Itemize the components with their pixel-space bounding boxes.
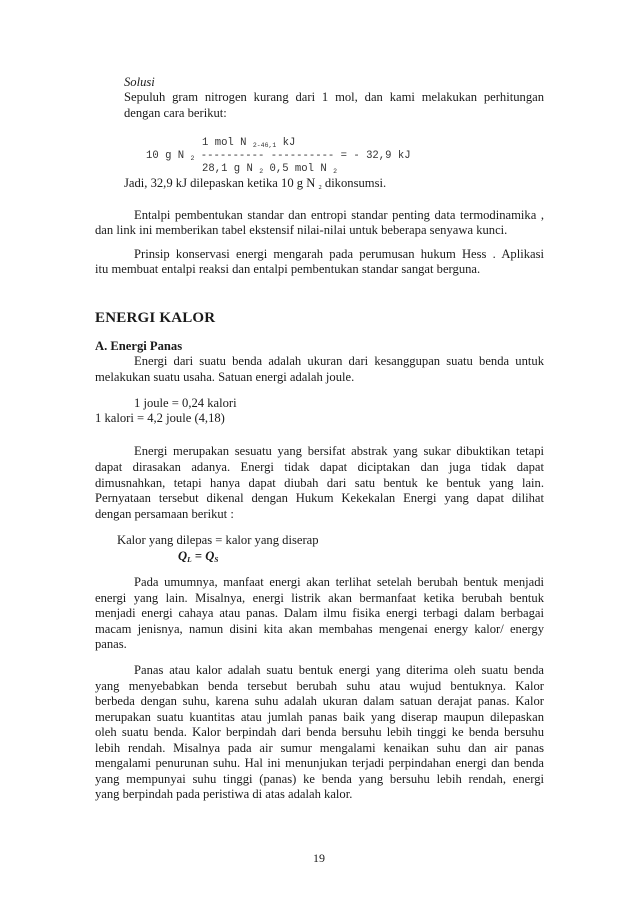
calc-numerator: 1 mol N <box>202 137 247 149</box>
equation-text: Kalor yang dilepas = kalor yang diserap <box>117 533 319 547</box>
calc-denominator-1: 28,1 g N <box>202 163 253 175</box>
paragraph-line: yang berpindah pada peristiwa di atas adalah kalor. <box>95 787 353 801</box>
paragraph-line: mengalami penurunan suhu. Hal ini menunjukan terjadi perpindahan energi dan benda <box>95 756 544 770</box>
q-absorbed-sub: S <box>214 555 219 564</box>
calc-denominator-2: 0,5 mol N <box>269 163 327 175</box>
solusi-conclusion <box>124 176 386 195</box>
conversion-line: 1 kalori = 4,2 joule (4,18) <box>95 411 225 425</box>
calc-numerator-sub: 2-46,1 <box>252 142 277 149</box>
q-absorbed: Q <box>205 549 215 563</box>
paragraph-line: Energi dari suatu benda adalah ukuran dari kesanggupan suatu benda untuk <box>134 354 544 368</box>
paragraph-line: yang mempunyai suhu tinggi (panas) ke benda yang bersuhu lebih rendah, energi <box>95 772 544 786</box>
paragraph-line: dan link ini memberikan tabel ekstensif nilai-nilai untuk beberapa senyawa kunci. <box>95 223 508 237</box>
calc-numerator-unit: kJ <box>282 137 296 149</box>
q-released: Q <box>178 549 188 563</box>
paragraph-line: Pernyataan tersebut dikenal dengan Hukum Kekekalan Energi yang dapat dilihat <box>95 491 544 505</box>
paragraph-line: lebih rendah. Misalnya pada air sumur mengalami kenaikan suhu dan air panas <box>95 741 544 755</box>
paragraph-line: melakukan suatu usaha. Satuan energi adalah joule. <box>95 370 355 384</box>
paragraph-line: itu membuat entalpi reaksi dan entalpi pembentukan standar sangat berguna. <box>95 262 481 276</box>
paragraph-line: oleh suatu benda. Kalor berpindah dari benda bersuhu lebih tinggi ke benda bersuhu <box>95 725 544 739</box>
q-released-sub: L <box>187 555 192 564</box>
paragraph-line: dimusnahkan, tetapi hanya dapat diubah dari satu bentuk ke bentuk yang lain. <box>95 476 544 490</box>
paragraph-line: yang menyebabkan benda tersebut berubah suhu atau wujud bentuknya. Kalor <box>95 679 544 693</box>
conversion-line: 1 joule = 0,24 kalori <box>134 396 237 410</box>
paragraph-line: menjadi energi cahaya atau panas. Dalam ilmu fisika energi terbagi dalam berbagai <box>95 606 544 620</box>
paragraph-line: Pada umumnya, manfaat energi akan terlihat setelah berubah bentuk menjadi <box>134 575 544 589</box>
paragraph-line: dapat dirasakan adanya. Energi tidak dapat diciptakan dan juga tidak dapat <box>95 460 544 474</box>
conclusion-text: Jadi, 32,9 kJ dilepaskan ketika 10 g N <box>124 176 316 190</box>
paragraph-line: panas. <box>95 637 127 651</box>
solusi-intro-line: Sepuluh gram nitrogen kurang dari 1 mol, dan kami melakukan perhitungan <box>124 90 544 104</box>
paragraph-line: Energi merupakan sesuatu yang bersifat abstrak yang sukar dibuktikan tetapi <box>134 444 544 458</box>
equation-formula <box>178 549 218 567</box>
section-title: ENERGI KALOR <box>95 310 216 326</box>
equals-sign: = <box>191 549 206 563</box>
solusi-intro-line: dengan cara berikut: <box>124 106 227 120</box>
calc-denominator-2-sub: 2 <box>333 168 337 175</box>
paragraph-line: macam jenisnya, namun disini kita akan membahas mengenai energy kalor/ energy <box>95 622 544 636</box>
page-number: 19 <box>313 851 325 865</box>
calc-result: ---------- ---------- = - 32,9 kJ <box>200 150 411 162</box>
paragraph-line: energi yang lain. Misalnya, energi listrik akan bermanfaat ketika berubah bentuk <box>95 591 544 605</box>
paragraph-line: Entalpi pembentukan standar dan entropi standar penting data termodinamika , <box>134 208 544 222</box>
paragraph-line: Prinsip konservasi energi mengarah pada perumusan hukum Hess . Aplikasi <box>134 247 544 261</box>
solusi-heading: Solusi <box>124 75 155 89</box>
calc-start: 10 g N <box>146 150 185 162</box>
calc-start-sub: 2 <box>190 155 195 162</box>
conclusion-sub: 2 <box>318 184 322 191</box>
subsection-title: A. Energi Panas <box>95 339 183 353</box>
conclusion-end: dikonsumsi. <box>324 176 387 190</box>
paragraph-line: merupakan suatu kuantitas atau jumlah panas baik yang diserap maupun dilepaskan <box>95 710 544 724</box>
calc-denominator-1-sub: 2 <box>259 168 264 175</box>
paragraph-line: berbeda dengan suhu, karena suhu adalah ukuran dalam satuan derajat panas. Kalor <box>95 694 544 708</box>
paragraph-line: Panas atau kalor adalah suatu bentuk energi yang diterima oleh suatu benda <box>134 663 544 677</box>
paragraph-line: dengan persamaan berikut : <box>95 507 234 521</box>
